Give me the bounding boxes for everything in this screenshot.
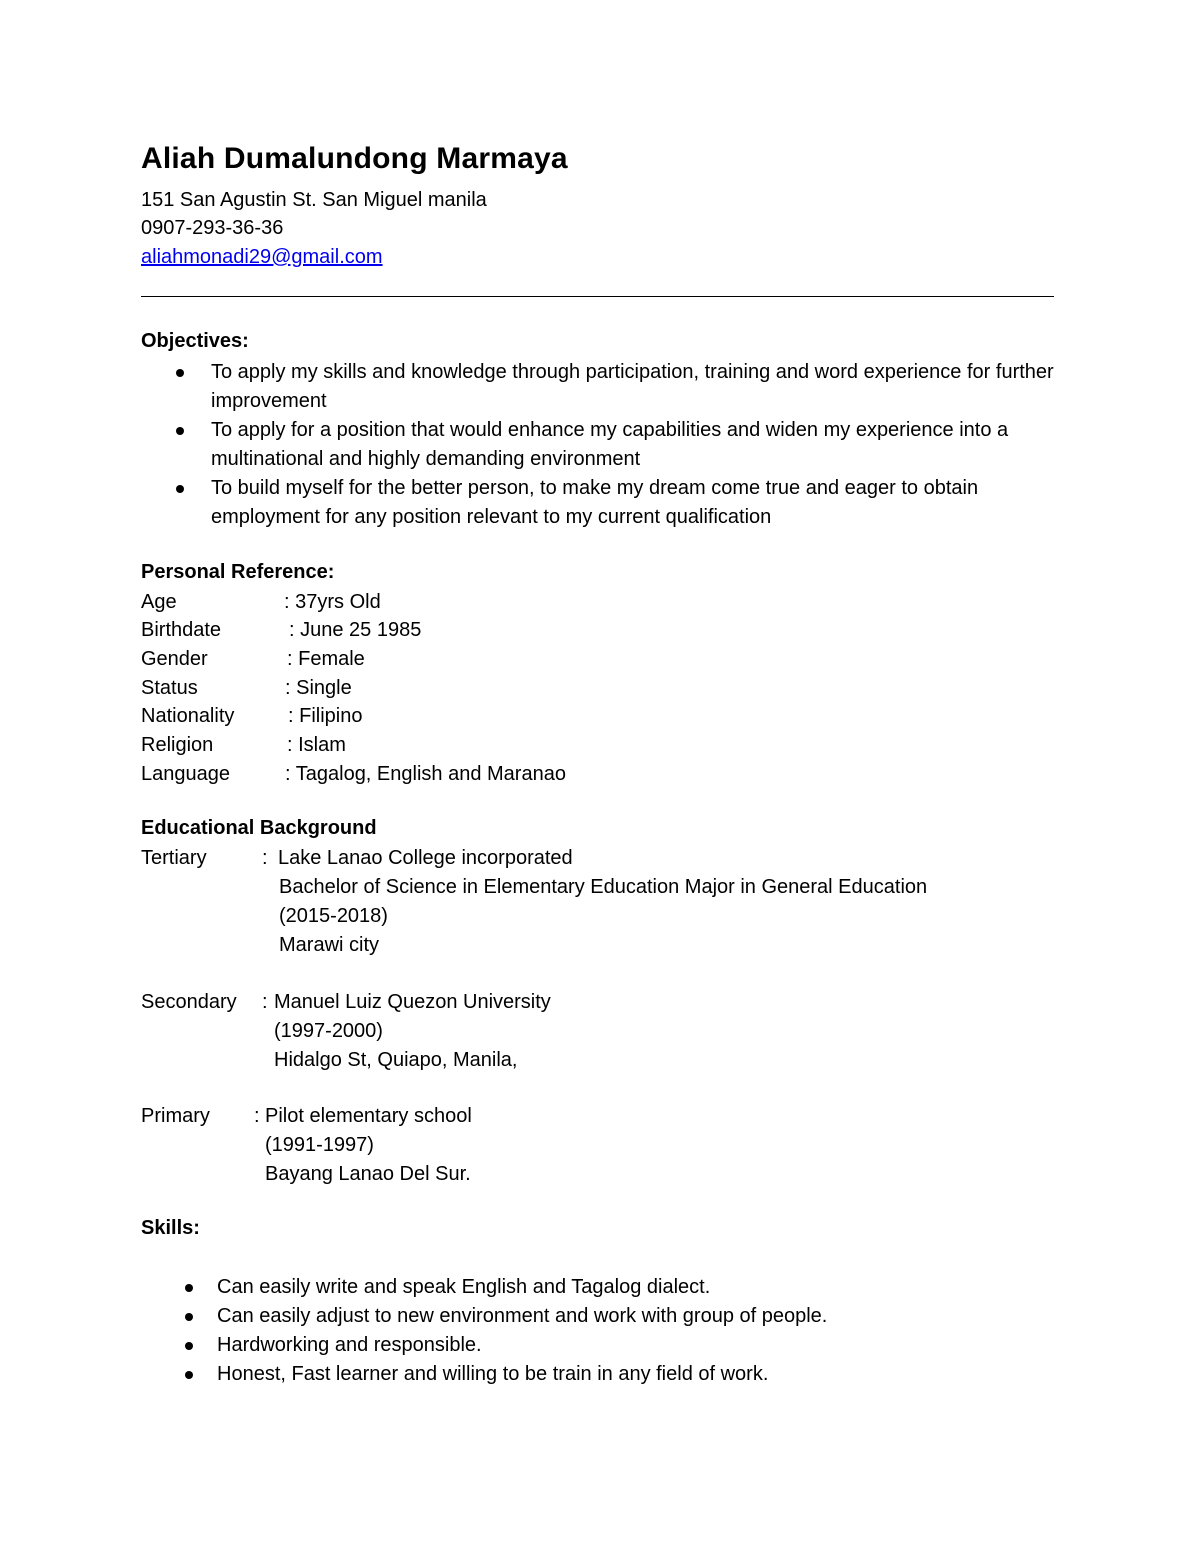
bullet-icon xyxy=(185,1342,193,1350)
school-years: (2015-2018) xyxy=(279,905,388,927)
bullet-icon xyxy=(185,1284,193,1292)
personal-label: Religion xyxy=(141,734,214,756)
education-separator: : xyxy=(262,847,268,869)
personal-value: : June 25 1985 xyxy=(289,619,422,641)
bullet-icon xyxy=(176,485,184,493)
school-location: Hidalgo St, Quiapo, Manila, xyxy=(274,1049,518,1071)
school-name: Manuel Luiz Quezon University xyxy=(274,991,551,1013)
bullet-icon xyxy=(176,427,184,435)
list-item: To build myself for the better person, to make my dream come true and eager to obtain employment for any position relevant to my current qualification xyxy=(141,474,1071,532)
objectives-list xyxy=(141,358,1071,532)
bullet-icon xyxy=(185,1371,193,1379)
education-separator: : xyxy=(254,1105,260,1127)
personal-label: Nationality xyxy=(141,705,235,727)
school-location: Bayang Lanao Del Sur. xyxy=(265,1163,471,1185)
education-details xyxy=(278,844,927,960)
school-name: Lake Lanao College incorporated xyxy=(278,847,573,869)
personal-value: : Islam xyxy=(287,734,346,756)
education-level-label: Secondary xyxy=(141,991,237,1013)
email-line xyxy=(141,243,383,272)
list-item: Hardworking and responsible. xyxy=(141,1331,1071,1360)
school-years: (1991-1997) xyxy=(265,1134,374,1156)
school-location: Marawi city xyxy=(279,934,380,956)
education-separator: : xyxy=(262,991,268,1013)
objectives-heading: Objectives: xyxy=(141,330,249,352)
education-details xyxy=(274,988,551,1075)
bullet-icon xyxy=(176,369,184,377)
list-item: To apply for a position that would enhance my capabilities and widen my experience into a multinational and highly demanding environment xyxy=(141,416,1071,474)
header-divider xyxy=(141,296,1054,297)
personal-value: : 37yrs Old xyxy=(284,591,381,613)
resume-name: Aliah Dumalundong Marmaya xyxy=(141,142,568,175)
education-heading: Educational Background xyxy=(141,817,377,839)
bullet-icon xyxy=(185,1313,193,1321)
personal-label: Status xyxy=(141,677,198,699)
education-level-label: Primary xyxy=(141,1105,210,1127)
personal-label: Age xyxy=(141,591,177,613)
personal-label: Gender xyxy=(141,648,208,670)
personal-value: : Tagalog, English and Maranao xyxy=(285,763,566,785)
skills-heading: Skills: xyxy=(141,1217,200,1239)
list-item: Can easily write and speak English and Tagalog dialect. xyxy=(141,1273,1071,1302)
email-link[interactable]: aliahmonadi29@gmail.com xyxy=(141,246,383,268)
education-details xyxy=(265,1102,472,1189)
school-years: (1997-2000) xyxy=(274,1020,383,1042)
list-item: To apply my skills and knowledge through participation, training and word experience for further improvement xyxy=(141,358,1071,416)
personal-label: Birthdate xyxy=(141,619,222,641)
phone-line: 0907-293-36-36 xyxy=(141,217,284,239)
personal-value: : Female xyxy=(287,648,365,670)
list-item: Can easily adjust to new environment and work with group of people. xyxy=(141,1302,1071,1331)
school-name: Pilot elementary school xyxy=(265,1105,472,1127)
personal-value: : Filipino xyxy=(288,705,363,727)
education-level-label: Tertiary xyxy=(141,847,207,869)
skills-list xyxy=(141,1273,1071,1389)
personal-value: : Single xyxy=(285,677,352,699)
personal-reference-heading: Personal Reference: xyxy=(141,561,335,583)
list-item: Honest, Fast learner and willing to be train in any field of work. xyxy=(141,1360,1071,1389)
address-line: 151 San Agustin St. San Miguel manila xyxy=(141,189,487,211)
personal-label: Language xyxy=(141,763,230,785)
degree: Bachelor of Science in Elementary Education Major in General Education xyxy=(279,876,928,898)
